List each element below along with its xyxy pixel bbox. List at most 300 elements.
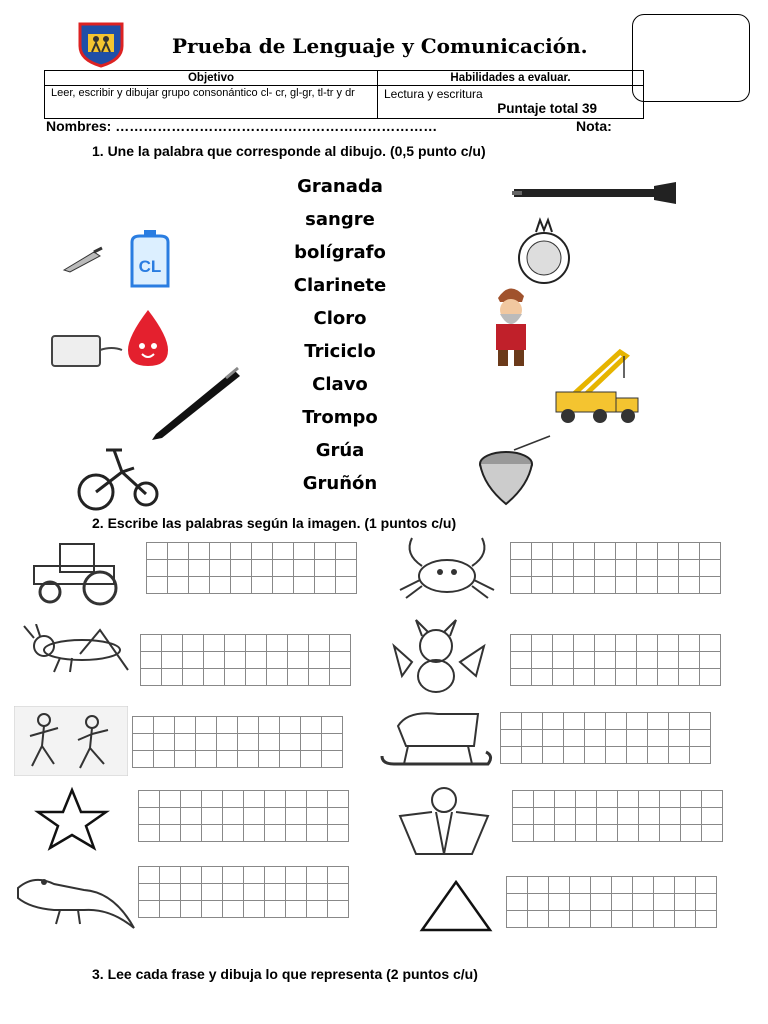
grid-cell[interactable] [522, 747, 543, 764]
grid-cell[interactable] [576, 825, 597, 842]
grid-cell[interactable] [618, 825, 639, 842]
grid-cell[interactable] [501, 713, 522, 730]
grid-cell[interactable] [147, 577, 168, 594]
grid-cell[interactable] [591, 911, 612, 928]
grid-cell[interactable] [627, 747, 648, 764]
word-clavo[interactable]: Clavo [312, 374, 368, 395]
grid-cell[interactable] [675, 911, 696, 928]
grid-cell[interactable] [658, 635, 679, 652]
grid-cell[interactable] [679, 577, 700, 594]
grid-cell[interactable] [591, 894, 612, 911]
grid-cell[interactable] [639, 808, 660, 825]
grid-cell[interactable] [328, 808, 349, 825]
word-grua[interactable]: Grúa [315, 440, 365, 461]
grid-cell[interactable] [280, 717, 301, 734]
grid-cell[interactable] [307, 884, 328, 901]
grid-cell[interactable] [336, 577, 357, 594]
grid-cell[interactable] [654, 877, 675, 894]
grid-cell[interactable] [700, 669, 721, 686]
grid-cell[interactable] [160, 884, 181, 901]
word-sangre[interactable]: sangre [305, 209, 375, 230]
grid-cell[interactable] [139, 808, 160, 825]
grid-cell[interactable] [162, 635, 183, 652]
grid-cell[interactable] [154, 734, 175, 751]
grid-cell[interactable] [511, 577, 532, 594]
grid-cell[interactable] [223, 825, 244, 842]
grid-cell[interactable] [639, 825, 660, 842]
grid-cell[interactable] [612, 877, 633, 894]
grid-cell[interactable] [267, 669, 288, 686]
word-granada[interactable]: Granada [297, 176, 383, 197]
grid-cell[interactable] [223, 808, 244, 825]
grid-cell[interactable] [160, 867, 181, 884]
grid-cell[interactable] [330, 635, 351, 652]
grid-cell[interactable] [183, 652, 204, 669]
grid-cell[interactable] [616, 577, 637, 594]
grid-cell[interactable] [618, 808, 639, 825]
grid-cell[interactable] [252, 560, 273, 577]
grid-cell[interactable] [175, 717, 196, 734]
grid-cell[interactable] [574, 669, 595, 686]
grid-cell[interactable] [564, 713, 585, 730]
grid-cell[interactable] [328, 884, 349, 901]
grid-cell[interactable] [574, 652, 595, 669]
grid-cell[interactable] [139, 901, 160, 918]
grid-cell[interactable] [553, 560, 574, 577]
grid-cell[interactable] [574, 635, 595, 652]
grid-cell[interactable] [648, 713, 669, 730]
grid-cell[interactable] [595, 560, 616, 577]
grid-cell[interactable] [534, 791, 555, 808]
grid-cell[interactable] [210, 560, 231, 577]
answer-grid-star[interactable] [138, 790, 349, 842]
grid-cell[interactable] [244, 867, 265, 884]
grid-cell[interactable] [259, 734, 280, 751]
grid-cell[interactable] [196, 717, 217, 734]
grid-cell[interactable] [543, 730, 564, 747]
grid-cell[interactable] [553, 577, 574, 594]
grid-cell[interactable] [154, 717, 175, 734]
grumpy-dwarf-icon[interactable] [484, 280, 536, 370]
names-field[interactable]: Nombres: …………………………………………………………… [46, 118, 438, 134]
grid-cell[interactable] [511, 652, 532, 669]
grid-cell[interactable] [328, 901, 349, 918]
grid-cell[interactable] [183, 635, 204, 652]
grid-cell[interactable] [141, 635, 162, 652]
grid-cell[interactable] [618, 791, 639, 808]
grid-cell[interactable] [633, 877, 654, 894]
grid-cell[interactable] [204, 635, 225, 652]
grid-cell[interactable] [637, 669, 658, 686]
grid-cell[interactable] [189, 543, 210, 560]
grid-cell[interactable] [570, 911, 591, 928]
grid-cell[interactable] [553, 652, 574, 669]
grid-cell[interactable] [252, 543, 273, 560]
grid-cell[interactable] [204, 669, 225, 686]
grid-cell[interactable] [330, 652, 351, 669]
answer-grid-athletes[interactable] [132, 716, 343, 768]
grid-cell[interactable] [307, 808, 328, 825]
grid-cell[interactable] [700, 577, 721, 594]
grid-cell[interactable] [160, 901, 181, 918]
grid-cell[interactable] [309, 635, 330, 652]
grid-cell[interactable] [223, 867, 244, 884]
grid-cell[interactable] [648, 730, 669, 747]
grid-cell[interactable] [511, 560, 532, 577]
grid-cell[interactable] [202, 867, 223, 884]
grid-cell[interactable] [702, 825, 723, 842]
grid-cell[interactable] [690, 730, 711, 747]
grid-cell[interactable] [633, 911, 654, 928]
grid-cell[interactable] [147, 560, 168, 577]
crane-truck-icon[interactable] [554, 348, 644, 428]
grid-cell[interactable] [637, 652, 658, 669]
answer-grid-dragon[interactable] [510, 634, 721, 686]
grid-cell[interactable] [147, 543, 168, 560]
grid-cell[interactable] [669, 730, 690, 747]
grid-cell[interactable] [660, 808, 681, 825]
grid-cell[interactable] [202, 901, 223, 918]
grid-cell[interactable] [315, 543, 336, 560]
grid-cell[interactable] [658, 577, 679, 594]
grid-cell[interactable] [555, 791, 576, 808]
grid-cell[interactable] [612, 911, 633, 928]
spinning-top-icon[interactable] [470, 430, 556, 510]
grid-cell[interactable] [532, 560, 553, 577]
grid-cell[interactable] [286, 901, 307, 918]
grid-cell[interactable] [210, 577, 231, 594]
grid-cell[interactable] [307, 867, 328, 884]
grid-cell[interactable] [658, 669, 679, 686]
grid-cell[interactable] [202, 791, 223, 808]
answer-grid-crab[interactable] [510, 542, 721, 594]
grid-cell[interactable] [532, 635, 553, 652]
grid-cell[interactable] [225, 652, 246, 669]
grid-cell[interactable] [595, 577, 616, 594]
grid-cell[interactable] [553, 543, 574, 560]
grid-cell[interactable] [549, 911, 570, 928]
chlorine-bottle-icon[interactable] [126, 228, 176, 290]
grid-cell[interactable] [204, 652, 225, 669]
grid-cell[interactable] [265, 825, 286, 842]
grid-cell[interactable] [507, 877, 528, 894]
grid-cell[interactable] [181, 867, 202, 884]
grid-cell[interactable] [309, 652, 330, 669]
grid-cell[interactable] [181, 808, 202, 825]
grid-cell[interactable] [534, 808, 555, 825]
grid-cell[interactable] [543, 713, 564, 730]
grid-cell[interactable] [259, 751, 280, 768]
grid-cell[interactable] [570, 877, 591, 894]
grid-cell[interactable] [223, 884, 244, 901]
word-clarinete[interactable]: Clarinete [293, 275, 387, 296]
word-boligrafo[interactable]: bolígrafo [294, 242, 386, 263]
grid-cell[interactable] [696, 911, 717, 928]
grid-cell[interactable] [301, 734, 322, 751]
grid-cell[interactable] [288, 652, 309, 669]
pen-icon[interactable] [146, 364, 246, 444]
grid-cell[interactable] [669, 747, 690, 764]
grid-cell[interactable] [585, 747, 606, 764]
grid-cell[interactable] [675, 894, 696, 911]
grid-cell[interactable] [690, 713, 711, 730]
word-trompo[interactable]: Trompo [302, 407, 378, 428]
grid-cell[interactable] [658, 652, 679, 669]
pomegranate-icon[interactable] [508, 216, 580, 286]
grid-cell[interactable] [139, 867, 160, 884]
grid-cell[interactable] [265, 884, 286, 901]
grid-cell[interactable] [309, 669, 330, 686]
grid-cell[interactable] [141, 652, 162, 669]
grid-cell[interactable] [606, 713, 627, 730]
grid-cell[interactable] [606, 730, 627, 747]
grid-cell[interactable] [252, 577, 273, 594]
tricycle-icon[interactable] [74, 442, 160, 512]
grid-cell[interactable] [210, 543, 231, 560]
grid-cell[interactable] [133, 717, 154, 734]
grid-cell[interactable] [181, 825, 202, 842]
grid-cell[interactable] [280, 734, 301, 751]
grid-cell[interactable] [616, 652, 637, 669]
grid-cell[interactable] [574, 543, 595, 560]
grid-cell[interactable] [549, 877, 570, 894]
grid-cell[interactable] [534, 825, 555, 842]
grid-cell[interactable] [168, 560, 189, 577]
grid-cell[interactable] [700, 635, 721, 652]
grid-cell[interactable] [532, 652, 553, 669]
grid-cell[interactable] [522, 713, 543, 730]
grid-cell[interactable] [168, 543, 189, 560]
grid-cell[interactable] [160, 808, 181, 825]
grid-cell[interactable] [528, 911, 549, 928]
grid-cell[interactable] [522, 730, 543, 747]
grid-cell[interactable] [570, 894, 591, 911]
grid-cell[interactable] [288, 635, 309, 652]
grid-cell[interactable] [175, 751, 196, 768]
grid-cell[interactable] [700, 560, 721, 577]
grid-cell[interactable] [181, 901, 202, 918]
grid-cell[interactable] [225, 669, 246, 686]
grid-cell[interactable] [267, 635, 288, 652]
grid-cell[interactable] [679, 635, 700, 652]
grid-cell[interactable] [702, 791, 723, 808]
grid-cell[interactable] [265, 901, 286, 918]
grid-cell[interactable] [160, 791, 181, 808]
grid-cell[interactable] [322, 717, 343, 734]
grid-cell[interactable] [244, 808, 265, 825]
grid-cell[interactable] [532, 669, 553, 686]
grid-cell[interactable] [574, 577, 595, 594]
grid-cell[interactable] [328, 867, 349, 884]
grid-cell[interactable] [576, 791, 597, 808]
grid-cell[interactable] [679, 669, 700, 686]
grid-cell[interactable] [528, 894, 549, 911]
grid-cell[interactable] [612, 894, 633, 911]
word-grunon[interactable]: Gruñón [302, 473, 378, 494]
grid-cell[interactable] [273, 577, 294, 594]
grid-cell[interactable] [553, 635, 574, 652]
grid-cell[interactable] [616, 543, 637, 560]
grid-cell[interactable] [154, 751, 175, 768]
grid-cell[interactable] [267, 652, 288, 669]
grade-field[interactable]: Nota: [576, 118, 612, 134]
grid-cell[interactable] [328, 791, 349, 808]
grid-cell[interactable] [555, 825, 576, 842]
grid-cell[interactable] [637, 543, 658, 560]
answer-grid-grasshopper[interactable] [140, 634, 351, 686]
grid-cell[interactable] [591, 877, 612, 894]
grid-cell[interactable] [637, 635, 658, 652]
nail-icon[interactable] [60, 244, 104, 274]
grid-cell[interactable] [217, 717, 238, 734]
answer-grid-vampire[interactable] [512, 790, 723, 842]
grid-cell[interactable] [139, 791, 160, 808]
grid-cell[interactable] [597, 791, 618, 808]
grid-cell[interactable] [189, 577, 210, 594]
grid-cell[interactable] [265, 867, 286, 884]
grid-cell[interactable] [675, 877, 696, 894]
grid-cell[interactable] [528, 877, 549, 894]
grid-cell[interactable] [160, 825, 181, 842]
grid-cell[interactable] [307, 825, 328, 842]
grid-cell[interactable] [660, 791, 681, 808]
grid-cell[interactable] [162, 652, 183, 669]
grid-cell[interactable] [141, 669, 162, 686]
grid-cell[interactable] [238, 734, 259, 751]
grid-cell[interactable] [231, 560, 252, 577]
grid-cell[interactable] [223, 901, 244, 918]
answer-grid-tractor[interactable] [146, 542, 357, 594]
answer-grid-crocodile[interactable] [138, 866, 349, 918]
clarinet-icon[interactable] [510, 180, 680, 206]
grid-cell[interactable] [322, 734, 343, 751]
grid-cell[interactable] [633, 894, 654, 911]
grid-cell[interactable] [700, 543, 721, 560]
grid-cell[interactable] [501, 730, 522, 747]
grid-cell[interactable] [511, 635, 532, 652]
grid-cell[interactable] [696, 877, 717, 894]
grid-cell[interactable] [181, 884, 202, 901]
grid-cell[interactable] [616, 560, 637, 577]
grid-cell[interactable] [637, 560, 658, 577]
grid-cell[interactable] [597, 825, 618, 842]
grid-cell[interactable] [658, 543, 679, 560]
grid-cell[interactable] [616, 635, 637, 652]
grid-cell[interactable] [336, 560, 357, 577]
grid-cell[interactable] [679, 652, 700, 669]
grid-cell[interactable] [595, 635, 616, 652]
grid-cell[interactable] [513, 791, 534, 808]
grid-cell[interactable] [595, 652, 616, 669]
grid-cell[interactable] [286, 867, 307, 884]
grid-cell[interactable] [265, 791, 286, 808]
grid-cell[interactable] [654, 911, 675, 928]
grid-cell[interactable] [549, 894, 570, 911]
grid-cell[interactable] [202, 884, 223, 901]
grid-cell[interactable] [658, 560, 679, 577]
grid-cell[interactable] [513, 808, 534, 825]
grid-cell[interactable] [639, 791, 660, 808]
grid-cell[interactable] [217, 734, 238, 751]
grid-cell[interactable] [189, 560, 210, 577]
blood-drop-icon[interactable] [50, 306, 180, 372]
grid-cell[interactable] [133, 751, 154, 768]
grid-cell[interactable] [280, 751, 301, 768]
grid-cell[interactable] [330, 669, 351, 686]
grid-cell[interactable] [238, 751, 259, 768]
grid-cell[interactable] [162, 669, 183, 686]
answer-grid-sled[interactable] [500, 712, 711, 764]
grid-cell[interactable] [585, 730, 606, 747]
grid-cell[interactable] [322, 751, 343, 768]
grid-cell[interactable] [139, 884, 160, 901]
grid-cell[interactable] [507, 911, 528, 928]
grid-cell[interactable] [246, 652, 267, 669]
grid-cell[interactable] [307, 791, 328, 808]
grid-cell[interactable] [133, 734, 154, 751]
grid-cell[interactable] [244, 825, 265, 842]
grid-cell[interactable] [690, 747, 711, 764]
grid-cell[interactable] [286, 808, 307, 825]
grid-cell[interactable] [681, 825, 702, 842]
grid-cell[interactable] [564, 747, 585, 764]
grid-cell[interactable] [183, 669, 204, 686]
grid-cell[interactable] [168, 577, 189, 594]
grid-cell[interactable] [679, 543, 700, 560]
grid-cell[interactable] [328, 825, 349, 842]
grid-cell[interactable] [555, 808, 576, 825]
grid-cell[interactable] [286, 791, 307, 808]
grid-cell[interactable] [307, 901, 328, 918]
grid-cell[interactable] [513, 825, 534, 842]
grid-cell[interactable] [669, 713, 690, 730]
grid-cell[interactable] [315, 560, 336, 577]
grid-cell[interactable] [217, 751, 238, 768]
grid-cell[interactable] [244, 791, 265, 808]
grid-cell[interactable] [585, 713, 606, 730]
grid-cell[interactable] [273, 560, 294, 577]
grid-cell[interactable] [301, 751, 322, 768]
answer-grid-triangle[interactable] [506, 876, 717, 928]
grid-cell[interactable] [532, 577, 553, 594]
grid-cell[interactable] [637, 577, 658, 594]
grid-cell[interactable] [660, 825, 681, 842]
grid-cell[interactable] [294, 560, 315, 577]
grid-cell[interactable] [223, 791, 244, 808]
grid-cell[interactable] [501, 747, 522, 764]
grid-cell[interactable] [294, 577, 315, 594]
grid-cell[interactable] [246, 669, 267, 686]
grid-cell[interactable] [511, 543, 532, 560]
grid-cell[interactable] [225, 635, 246, 652]
grid-cell[interactable] [202, 808, 223, 825]
grid-cell[interactable] [196, 734, 217, 751]
grid-cell[interactable] [139, 825, 160, 842]
grid-cell[interactable] [532, 543, 553, 560]
grid-cell[interactable] [238, 717, 259, 734]
grid-cell[interactable] [679, 560, 700, 577]
grid-cell[interactable] [273, 543, 294, 560]
grid-cell[interactable] [286, 825, 307, 842]
grid-cell[interactable] [681, 791, 702, 808]
grid-cell[interactable] [702, 808, 723, 825]
grid-cell[interactable] [511, 669, 532, 686]
grid-cell[interactable] [595, 669, 616, 686]
grid-cell[interactable] [315, 577, 336, 594]
grid-cell[interactable] [202, 825, 223, 842]
grid-cell[interactable] [543, 747, 564, 764]
grid-cell[interactable] [175, 734, 196, 751]
